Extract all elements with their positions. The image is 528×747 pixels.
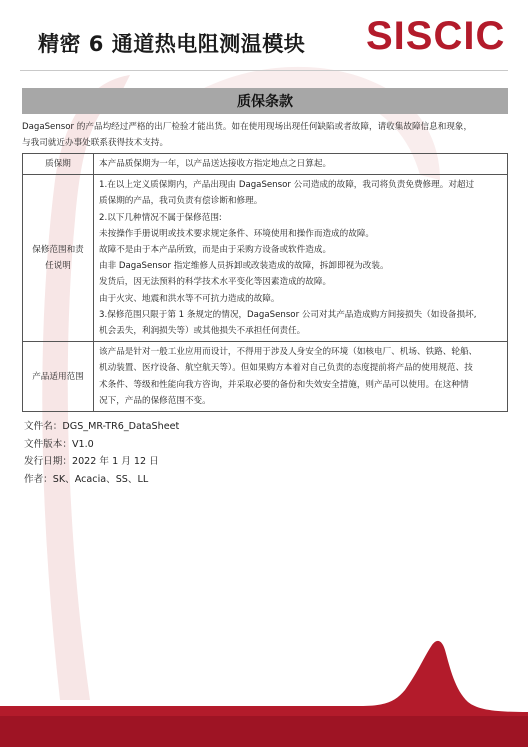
row-label-warranty-period (23, 154, 94, 175)
table-row (23, 342, 508, 412)
label-text: 产品适用范围 (32, 371, 84, 382)
section-heading (22, 88, 508, 114)
row-content-application-scope (94, 342, 508, 412)
content-line: 况下，产品的保修范围不变。 (99, 395, 211, 406)
content-line: 由于火灾、地震和洪水等不可抗力造成的故障。 (99, 293, 280, 304)
row-content-warranty-period (94, 154, 508, 175)
content-line: 本产品质保期为一年，以产品送达接收方指定地点之日算起。 (99, 159, 332, 169)
row-content-warranty-scope (94, 175, 508, 342)
label-text: 任说明 (45, 261, 71, 272)
release-date: 发行日期：2022 年 1 月 12 日 (24, 456, 159, 467)
intro-paragraph (22, 119, 508, 151)
content-line: 该产品是针对一般工业应用而设计，不得用于涉及人身安全的环境（如核电厂、机场、铁路、轮船、 (99, 347, 478, 358)
content-line: 未按操作手册说明或技术要求规定条件、环境使用和操作而造成的故障。 (99, 228, 375, 239)
content-line: 1.在以上定义质保期内，产品出现由 DagaSensor 公司造成的故障，我司将负责免费修理。对超过 (99, 180, 475, 191)
document-title: 精密 6 通道热电阻测温模块 (38, 32, 306, 56)
file-version: 文件版本：V1.0 (24, 438, 94, 450)
content-line: 机动装置、医疗设备、航空航天等）。但如果购方本着对自己负责的态度提前将产品的使用规范、技 (99, 363, 473, 374)
label-text: 保修范围和责 (32, 245, 84, 256)
intro-line: DagaSensor 的产品均经过严格的出厂检验才能出货。如在使用现场出现任何缺陷或者故障，请收集故障信息和现象， (22, 122, 473, 132)
content-line: 由非 DagaSensor 指定维修人员拆卸或改装造成的故障，拆卸即视为改装。 (99, 261, 389, 272)
content-line: 3.保修范围只限于第 1 条规定的情况，DagaSensor 公司对其产品造成购方间接损失（如设备损坏, (99, 309, 477, 320)
content-line: 质保期的产品，我司负责有偿诊断和修理。 (99, 196, 263, 207)
table-row (23, 175, 508, 342)
authors: 作者：SK、Acacia、SS、LL (24, 473, 149, 485)
content-line: 2.以下几种情况不属于保修范围: (99, 212, 222, 223)
siscic-logo: SISCIC (366, 14, 506, 58)
table-row (23, 154, 508, 175)
section-title: 质保条款 (237, 94, 293, 110)
intro-line: 与我司就近办事处联系获得技术支持。 (22, 138, 169, 148)
header-divider (20, 70, 508, 71)
label-text: 质保期 (45, 159, 71, 169)
content-line: 故障不是由于本产品所致，而是由于采购方设备或软件造成。 (99, 245, 332, 256)
content-line: 术条件、等级和性能向我方咨询，并采取必要的备份和失效安全措施，则产品可以使用。在这种情 (99, 379, 469, 390)
content-line: 发货后，因无法预料的科学技术水平变化等因素造成的故障。 (99, 277, 332, 288)
row-label-warranty-scope (23, 175, 94, 342)
file-name: 文件名：DGS_MR-TR6_DataSheet (24, 421, 180, 432)
document-metadata (24, 418, 179, 488)
warranty-table (22, 153, 508, 412)
content-line: 机会丢失，利润损失等）或其他损失不承担任何责任。 (99, 326, 306, 337)
row-label-application-scope (23, 342, 94, 412)
